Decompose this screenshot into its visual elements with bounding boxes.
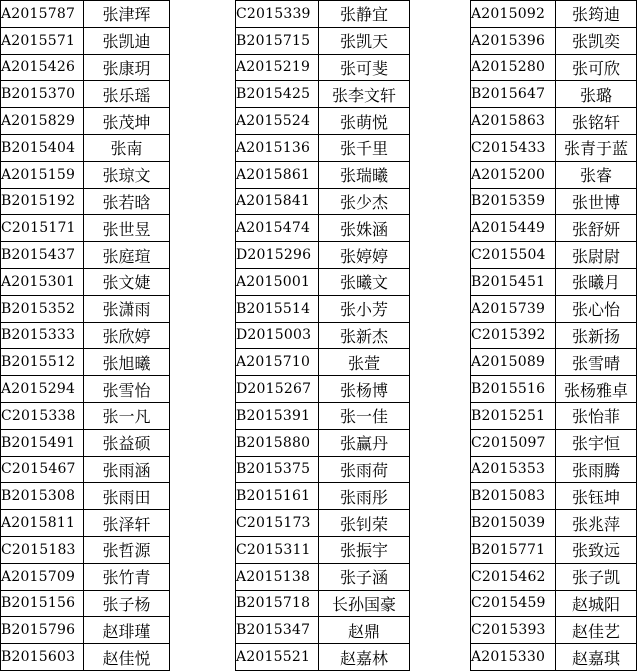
student-id-cell[interactable]: B2015771 bbox=[471, 536, 556, 563]
table-row bbox=[471, 644, 637, 671]
student-id-cell[interactable]: A2015863 bbox=[471, 108, 556, 135]
student-id-cell[interactable]: A2015521 bbox=[236, 644, 319, 671]
table-row bbox=[236, 54, 410, 81]
table-row bbox=[1, 1, 170, 28]
table-row bbox=[236, 429, 410, 456]
student-id-cell[interactable]: A2015861 bbox=[236, 161, 319, 188]
student-id-cell[interactable]: C2015467 bbox=[1, 456, 84, 483]
table-row bbox=[1, 322, 170, 349]
student-id-cell[interactable]: B2015347 bbox=[236, 617, 319, 644]
table-row bbox=[1, 483, 170, 510]
table-row bbox=[236, 644, 410, 671]
student-name-cell[interactable]: 赵琲瑾 bbox=[84, 617, 170, 644]
student-name-cell[interactable]: 张怡菲 bbox=[556, 402, 637, 429]
student-id-cell[interactable]: A2015709 bbox=[1, 563, 84, 590]
roster-table-3 bbox=[470, 0, 637, 671]
student-id-cell[interactable]: C2015504 bbox=[471, 242, 556, 269]
student-name-cell[interactable]: 张致远 bbox=[556, 536, 637, 563]
table-row bbox=[471, 456, 637, 483]
student-id-cell[interactable]: C2015392 bbox=[471, 322, 556, 349]
student-id-cell[interactable]: C2015171 bbox=[1, 215, 84, 242]
table-row bbox=[471, 429, 637, 456]
student-name-cell[interactable]: 张静宜 bbox=[319, 1, 410, 28]
student-id-cell[interactable]: A2015710 bbox=[236, 349, 319, 376]
student-name-cell[interactable]: 张子凯 bbox=[556, 563, 637, 590]
student-id-cell[interactable]: C2015459 bbox=[471, 590, 556, 617]
student-id-cell[interactable]: A2015811 bbox=[1, 510, 84, 537]
student-id-cell[interactable]: B2015603 bbox=[1, 644, 84, 671]
table-row bbox=[1, 108, 170, 135]
student-name-cell[interactable]: 张曦月 bbox=[556, 268, 637, 295]
student-name-cell[interactable]: 张子涵 bbox=[319, 563, 410, 590]
student-name-cell[interactable]: 张茂坤 bbox=[84, 108, 170, 135]
student-name-cell[interactable]: 张欣婷 bbox=[84, 322, 170, 349]
student-id-cell[interactable]: B2015796 bbox=[1, 617, 84, 644]
student-id-cell[interactable]: C2015183 bbox=[1, 536, 84, 563]
student-name-cell[interactable]: 张琼文 bbox=[84, 161, 170, 188]
table-row bbox=[1, 429, 170, 456]
table-row bbox=[1, 215, 170, 242]
student-name-cell[interactable]: 张新杰 bbox=[319, 322, 410, 349]
table-row bbox=[236, 268, 410, 295]
student-name-cell[interactable]: 赵城阳 bbox=[556, 590, 637, 617]
student-name-cell[interactable]: 赵佳艺 bbox=[556, 617, 637, 644]
student-name-cell[interactable]: 张凯迪 bbox=[84, 27, 170, 54]
student-id-cell[interactable]: B2015451 bbox=[471, 268, 556, 295]
student-name-cell[interactable]: 赵嘉琪 bbox=[556, 644, 637, 671]
table-row bbox=[236, 402, 410, 429]
table-row bbox=[236, 242, 410, 269]
student-name-cell[interactable]: 张新扬 bbox=[556, 322, 637, 349]
student-name-cell[interactable]: 张尉尉 bbox=[556, 242, 637, 269]
student-id-cell[interactable]: A2015301 bbox=[1, 268, 84, 295]
table-row bbox=[471, 108, 637, 135]
student-id-cell[interactable]: B2015156 bbox=[1, 590, 84, 617]
table-row bbox=[1, 242, 170, 269]
table-row bbox=[1, 54, 170, 81]
table-row bbox=[471, 590, 637, 617]
student-name-cell[interactable]: 张津珲 bbox=[84, 1, 170, 28]
student-name-cell[interactable]: 张曦文 bbox=[319, 268, 410, 295]
student-id-cell[interactable]: A2015353 bbox=[471, 456, 556, 483]
table-row bbox=[1, 563, 170, 590]
table-row bbox=[471, 54, 637, 81]
student-name-cell[interactable]: 张睿 bbox=[556, 161, 637, 188]
table-row bbox=[1, 510, 170, 537]
student-name-cell[interactable]: 张少杰 bbox=[319, 188, 410, 215]
table-row bbox=[1, 590, 170, 617]
student-id-cell[interactable]: A2015571 bbox=[1, 27, 84, 54]
student-name-cell[interactable]: 张青于蓝 bbox=[556, 134, 637, 161]
student-id-cell[interactable]: A2015219 bbox=[236, 54, 319, 81]
table-row bbox=[236, 134, 410, 161]
table-row bbox=[471, 322, 637, 349]
student-name-cell[interactable]: 张可斐 bbox=[319, 54, 410, 81]
student-name-cell[interactable]: 张杨博 bbox=[319, 376, 410, 403]
student-name-cell[interactable]: 张萱 bbox=[319, 349, 410, 376]
student-name-cell[interactable]: 张钰坤 bbox=[556, 483, 637, 510]
student-name-cell[interactable]: 张益硕 bbox=[84, 429, 170, 456]
student-name-cell[interactable]: 张雨彤 bbox=[319, 483, 410, 510]
student-name-cell[interactable]: 张旭曦 bbox=[84, 349, 170, 376]
table-row bbox=[471, 536, 637, 563]
table-row bbox=[471, 161, 637, 188]
table-row bbox=[236, 510, 410, 537]
student-id-cell[interactable]: B2015359 bbox=[471, 188, 556, 215]
student-name-cell[interactable]: 长孙国豪 bbox=[319, 590, 410, 617]
table-row bbox=[236, 617, 410, 644]
table-row bbox=[471, 215, 637, 242]
student-name-cell[interactable]: 张雨荷 bbox=[319, 456, 410, 483]
student-id-cell[interactable]: C2015393 bbox=[471, 617, 556, 644]
table-row bbox=[236, 188, 410, 215]
student-name-cell[interactable]: 张筠迪 bbox=[556, 1, 637, 28]
student-name-cell[interactable]: 张世昱 bbox=[84, 215, 170, 242]
student-id-cell[interactable]: A2015524 bbox=[236, 108, 319, 135]
roster-block-2 bbox=[235, 0, 410, 671]
roster-block-3 bbox=[470, 0, 637, 671]
student-id-cell[interactable]: B2015375 bbox=[236, 456, 319, 483]
student-id-cell[interactable]: B2015391 bbox=[236, 402, 319, 429]
student-name-cell[interactable]: 张乐瑶 bbox=[84, 81, 170, 108]
student-id-cell[interactable]: A2015474 bbox=[236, 215, 319, 242]
student-name-cell[interactable]: 张凯奕 bbox=[556, 27, 637, 54]
student-id-cell[interactable]: A2015294 bbox=[1, 376, 84, 403]
student-id-cell[interactable]: B2015352 bbox=[1, 295, 84, 322]
student-id-cell[interactable]: A2015739 bbox=[471, 295, 556, 322]
student-id-cell[interactable]: A2015280 bbox=[471, 54, 556, 81]
table-row bbox=[236, 536, 410, 563]
student-name-cell[interactable]: 张雨腾 bbox=[556, 456, 637, 483]
student-name-cell[interactable]: 张婷婷 bbox=[319, 242, 410, 269]
student-name-cell[interactable]: 张赢丹 bbox=[319, 429, 410, 456]
table-row bbox=[236, 563, 410, 590]
table-row bbox=[471, 483, 637, 510]
student-name-cell[interactable]: 张子杨 bbox=[84, 590, 170, 617]
student-id-cell[interactable]: C2015338 bbox=[1, 402, 84, 429]
table-row bbox=[1, 402, 170, 429]
table-row bbox=[471, 134, 637, 161]
student-id-cell[interactable]: A2015136 bbox=[236, 134, 319, 161]
student-id-cell[interactable]: C2015097 bbox=[471, 429, 556, 456]
table-row bbox=[1, 644, 170, 671]
table-row bbox=[1, 536, 170, 563]
student-id-cell[interactable]: D2015296 bbox=[236, 242, 319, 269]
student-id-cell[interactable]: A2015330 bbox=[471, 644, 556, 671]
student-name-cell[interactable]: 张瑞曦 bbox=[319, 161, 410, 188]
student-id-cell[interactable]: D2015003 bbox=[236, 322, 319, 349]
table-row bbox=[471, 376, 637, 403]
table-row bbox=[236, 1, 410, 28]
table-row bbox=[1, 81, 170, 108]
student-name-cell[interactable]: 张千里 bbox=[319, 134, 410, 161]
student-name-cell[interactable]: 张凯天 bbox=[319, 27, 410, 54]
student-id-cell[interactable]: B2015437 bbox=[1, 242, 84, 269]
table-row bbox=[471, 268, 637, 295]
table-row bbox=[471, 1, 637, 28]
table-row bbox=[236, 322, 410, 349]
student-id-cell[interactable]: B2015880 bbox=[236, 429, 319, 456]
student-name-cell[interactable]: 张兆萍 bbox=[556, 510, 637, 537]
student-name-cell[interactable]: 张庭瑄 bbox=[84, 242, 170, 269]
student-name-cell[interactable]: 张姝涵 bbox=[319, 215, 410, 242]
student-id-cell[interactable]: B2015370 bbox=[1, 81, 84, 108]
student-name-cell[interactable]: 张心怡 bbox=[556, 295, 637, 322]
student-name-cell[interactable]: 张雪怡 bbox=[84, 376, 170, 403]
student-id-cell[interactable]: D2015267 bbox=[236, 376, 319, 403]
table-row bbox=[471, 27, 637, 54]
student-name-cell[interactable]: 张雨田 bbox=[84, 483, 170, 510]
student-id-cell[interactable]: B2015161 bbox=[236, 483, 319, 510]
student-id-cell[interactable]: C2015173 bbox=[236, 510, 319, 537]
student-id-cell[interactable]: A2015200 bbox=[471, 161, 556, 188]
table-row bbox=[1, 268, 170, 295]
student-id-cell[interactable]: B2015491 bbox=[1, 429, 84, 456]
student-id-cell[interactable]: A2015829 bbox=[1, 108, 84, 135]
roster-table-1 bbox=[0, 0, 170, 671]
student-name-cell[interactable]: 张杨雅卓 bbox=[556, 376, 637, 403]
table-row bbox=[1, 134, 170, 161]
student-id-cell[interactable]: B2015083 bbox=[471, 483, 556, 510]
student-id-cell[interactable]: B2015516 bbox=[471, 376, 556, 403]
table-row bbox=[236, 456, 410, 483]
student-name-cell[interactable]: 张若晗 bbox=[84, 188, 170, 215]
table-row bbox=[236, 27, 410, 54]
student-name-cell[interactable]: 张小芳 bbox=[319, 295, 410, 322]
table-row bbox=[236, 161, 410, 188]
table-row bbox=[1, 349, 170, 376]
student-id-cell[interactable]: B2015425 bbox=[236, 81, 319, 108]
student-id-cell[interactable]: A2015089 bbox=[471, 349, 556, 376]
student-name-cell[interactable]: 张哲源 bbox=[84, 536, 170, 563]
table-row bbox=[236, 349, 410, 376]
student-name-cell[interactable]: 张康玥 bbox=[84, 54, 170, 81]
student-id-cell[interactable]: B2015251 bbox=[471, 402, 556, 429]
student-id-cell[interactable]: C2015462 bbox=[471, 563, 556, 590]
student-name-cell[interactable]: 张振宇 bbox=[319, 536, 410, 563]
table-row bbox=[1, 27, 170, 54]
student-id-cell[interactable]: B2015514 bbox=[236, 295, 319, 322]
table-row bbox=[236, 483, 410, 510]
student-name-cell[interactable]: 张一佳 bbox=[319, 402, 410, 429]
student-id-cell[interactable]: A2015787 bbox=[1, 1, 84, 28]
student-name-cell[interactable]: 张一凡 bbox=[84, 402, 170, 429]
student-name-cell[interactable]: 张李文轩 bbox=[319, 81, 410, 108]
student-name-cell[interactable]: 张泽轩 bbox=[84, 510, 170, 537]
student-id-cell[interactable]: C2015311 bbox=[236, 536, 319, 563]
table-row bbox=[1, 617, 170, 644]
table-row bbox=[236, 108, 410, 135]
table-row bbox=[471, 563, 637, 590]
student-name-cell[interactable]: 赵鼎 bbox=[319, 617, 410, 644]
table-row bbox=[236, 295, 410, 322]
student-id-cell[interactable]: B2015647 bbox=[471, 81, 556, 108]
table-row bbox=[1, 188, 170, 215]
table-row bbox=[1, 456, 170, 483]
student-id-cell[interactable]: A2015426 bbox=[1, 54, 84, 81]
student-name-cell[interactable]: 张雨涵 bbox=[84, 456, 170, 483]
student-name-cell[interactable]: 张文婕 bbox=[84, 268, 170, 295]
student-id-cell[interactable]: A2015841 bbox=[236, 188, 319, 215]
student-name-cell[interactable]: 张世博 bbox=[556, 188, 637, 215]
table-row bbox=[471, 81, 637, 108]
table-row bbox=[1, 161, 170, 188]
student-id-cell[interactable]: A2015449 bbox=[471, 215, 556, 242]
student-name-cell[interactable]: 张璐 bbox=[556, 81, 637, 108]
table-row bbox=[1, 376, 170, 403]
table-row bbox=[236, 376, 410, 403]
student-name-cell[interactable]: 张铭轩 bbox=[556, 108, 637, 135]
student-id-cell[interactable]: B2015039 bbox=[471, 510, 556, 537]
table-row bbox=[471, 188, 637, 215]
table-row bbox=[471, 402, 637, 429]
student-id-cell[interactable]: B2015512 bbox=[1, 349, 84, 376]
student-id-cell[interactable]: B2015404 bbox=[1, 134, 84, 161]
roster-block-1 bbox=[0, 0, 170, 671]
roster-table-2 bbox=[235, 0, 410, 671]
student-id-cell[interactable]: B2015192 bbox=[1, 188, 84, 215]
student-id-cell[interactable]: B2015715 bbox=[236, 27, 319, 54]
student-name-cell[interactable]: 张萌悦 bbox=[319, 108, 410, 135]
student-id-cell[interactable]: A2015138 bbox=[236, 563, 319, 590]
student-name-cell[interactable]: 张雪晴 bbox=[556, 349, 637, 376]
table-row bbox=[1, 295, 170, 322]
table-row bbox=[236, 590, 410, 617]
student-id-cell[interactable]: B2015308 bbox=[1, 483, 84, 510]
student-name-cell[interactable]: 张竹青 bbox=[84, 563, 170, 590]
table-row bbox=[471, 242, 637, 269]
student-name-cell[interactable]: 赵嘉林 bbox=[319, 644, 410, 671]
student-id-cell[interactable]: C2015433 bbox=[471, 134, 556, 161]
table-row bbox=[471, 349, 637, 376]
student-id-cell[interactable]: A2015396 bbox=[471, 27, 556, 54]
student-id-cell[interactable]: C2015339 bbox=[236, 1, 319, 28]
table-row bbox=[471, 617, 637, 644]
student-id-cell[interactable]: A2015159 bbox=[1, 161, 84, 188]
student-name-cell[interactable]: 张钊荣 bbox=[319, 510, 410, 537]
table-row bbox=[236, 215, 410, 242]
student-name-cell[interactable]: 张潇雨 bbox=[84, 295, 170, 322]
student-id-cell[interactable]: A2015092 bbox=[471, 1, 556, 28]
table-row bbox=[236, 81, 410, 108]
student-name-cell[interactable]: 张南 bbox=[84, 134, 170, 161]
student-name-cell[interactable]: 张舒妍 bbox=[556, 215, 637, 242]
student-id-cell[interactable]: A2015001 bbox=[236, 268, 319, 295]
student-name-cell[interactable]: 张宇恒 bbox=[556, 429, 637, 456]
table-row bbox=[471, 510, 637, 537]
student-name-cell[interactable]: 赵佳悦 bbox=[84, 644, 170, 671]
student-name-cell[interactable]: 张可欣 bbox=[556, 54, 637, 81]
student-id-cell[interactable]: B2015333 bbox=[1, 322, 84, 349]
table-row bbox=[471, 295, 637, 322]
student-id-cell[interactable]: B2015718 bbox=[236, 590, 319, 617]
